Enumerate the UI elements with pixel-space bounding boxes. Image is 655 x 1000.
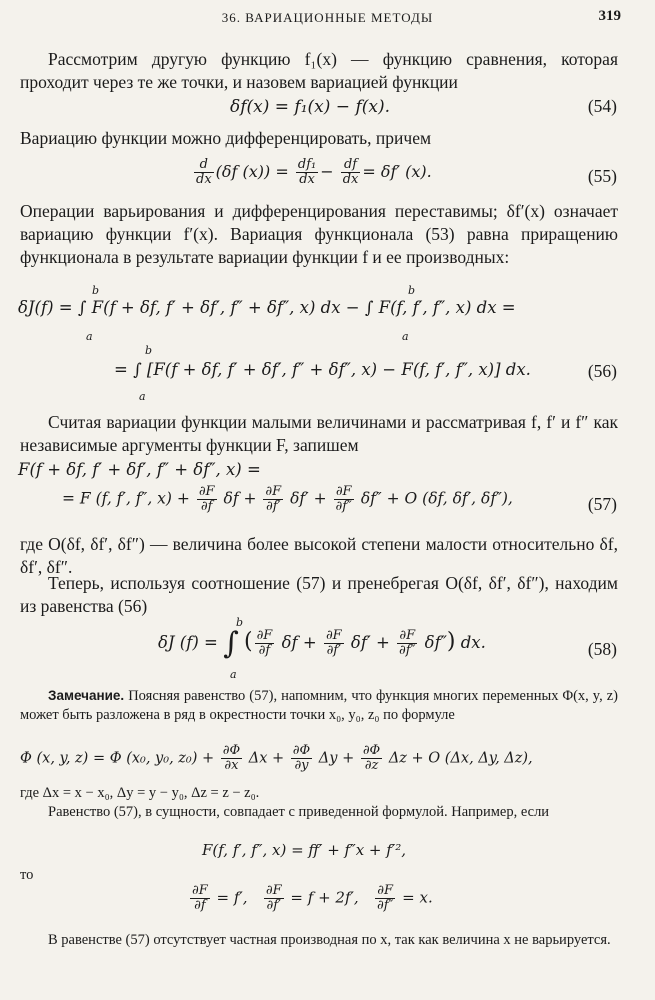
equation-number-57: (57)	[587, 494, 617, 514]
fraction-dPhi-dz: $\frac{\partial\Phi}{\partial z}$	[362, 743, 381, 773]
paragraph-higher-order: где O(δf, δf′, δf″) — величина более высокой степени малости относительно δf, δf′, δf″.	[20, 534, 618, 577]
example-derivatives: $\frac{\partial F}{\partial f}$ = f′, $\frac{\partial F}{\partial f'}$ = f + 2f′, $\frac{\partial F}{\partial f''}$ = x.	[192, 883, 433, 913]
fraction-dF-df-double-prime: $\frac{\partial F}{\partial f''}$	[335, 484, 352, 514]
equation-56-line-2: = ∫ [F(f + δf, f′ + δf′, f″ + δf″, x) − F(f, f′, f″, x)] dx.	[114, 360, 531, 379]
remark-text: Поясняя равенство (57), напомним, что функция многих переменных Φ(x, y, z) может быть разложена в ряд в окрестности точки x₀, y₀, z₀ по формуле	[20, 688, 618, 723]
fraction-dF-df-double-prime: $\frac{\partial F}{\partial f''}$	[376, 883, 394, 913]
fraction-dPhi-dx: $\frac{\partial\Phi}{\partial x}$	[222, 743, 241, 773]
equation-57-line-1: F(f + δf, f′ + δf′, f″ + δf″, x) =	[18, 460, 261, 479]
upper-limit: b	[408, 284, 416, 297]
remark-not-varied: В равенстве (57) отсутствует частная производная по x, так как величина x не варьируется.	[48, 932, 611, 948]
equation-57-line-2: = F (f, f′, f″, x) + $\frac{\partial F}{\partial f}$ δf + $\frac{\partial F}{\partial f'}$ δf′ + $\frac{\partial F}{\partial f''}$ δf″ + O (δf, δf′, δf″),	[62, 484, 513, 514]
equation-number-56: (56)	[587, 361, 617, 381]
remark-coincides: Равенство (57), в сущности, совпадает с приведенной формулой. Например, если	[48, 804, 550, 820]
equation-56-line-1: δJ(f) = ∫ F(f + δf, f′ + δf′, f″ + δf″, x) dx − ∫ F(f, f′, f″, x) dx =	[18, 298, 516, 317]
lower-limit: a	[230, 668, 237, 681]
lower-limit: a	[402, 330, 409, 343]
remark-paragraph	[20, 686, 618, 725]
fraction-dF-df-prime: $\frac{\partial F}{\partial f'}$	[265, 484, 282, 514]
paragraph-small-variations: Считая вариации функции малыми величинами и рассматривая f, f′ и f″ как независимые аргументы функции F, запишем	[20, 412, 618, 455]
fraction-dF-df-prime: $\frac{\partial F}{\partial f'}$	[265, 883, 282, 913]
fraction-dF-df: $\frac{\partial F}{\partial f}$	[198, 484, 215, 514]
equation-55: $\frac{d}{dx}$ (δf (x)) = $\frac{\text{df₁}}{dx}$ − $\frac{df}{dx}$ = δf′ (x).	[196, 157, 432, 187]
equation-number-54: (54)	[587, 96, 617, 116]
upper-limit: b	[92, 284, 100, 297]
fraction-dF-df-prime: $\frac{\partial F}{\partial f'}$	[325, 628, 342, 658]
example-formula: F(f, f′, f″, x) = ff′ + f″x + f′²,	[202, 841, 407, 859]
remark-label: Замечание.	[48, 688, 125, 703]
upper-limit: b	[236, 616, 244, 629]
page-header	[0, 8, 655, 30]
fraction-df1-dx: $\frac{\text{df₁}}{dx}$	[297, 157, 317, 187]
running-title: 36. ВАРИАЦИОННЫЕ МЕТОДЫ	[221, 10, 434, 25]
equation-number-58: (58)	[587, 639, 617, 659]
paragraph-commuting-operations: Операции варьирования и дифференцирования переставимы; δf′(x) означает вариацию функции f′(x). Вариация функционала (53) равна приращению функционала в результате вариации функции f и ее производных:	[20, 201, 618, 267]
paragraph-using-relation: Теперь, используя соотношение (57) и пренебрегая O(δf, δf′, δf″), находим из равенства (56)	[20, 573, 618, 616]
remark-increments: где Δx = x − x₀, Δy = y − y₀, Δz = z − z₀.	[20, 785, 260, 801]
fraction-dF-df: $\frac{\partial F}{\partial f}$	[256, 628, 273, 658]
paragraph-variation-derivative: Вариацию функции можно дифференцировать, причем	[20, 128, 432, 148]
equation-54: δf(x) = f₁(x) − f(x).	[230, 97, 390, 117]
page-number: 319	[598, 8, 621, 24]
equation-number-55: (55)	[587, 166, 617, 186]
paragraph-function-comparison: Рассмотрим другую функцию f₁(x) — функцию сравнения, которая проходит через те же точки, и назовем вариацией функции	[20, 49, 618, 92]
fraction-df-dx: $\frac{df}{dx}$	[342, 157, 359, 187]
fraction-dF-df: $\frac{\partial F}{\partial f}$	[192, 883, 208, 913]
fraction-dPhi-dy: $\frac{\partial\Phi}{\partial y}$	[292, 743, 311, 773]
taylor-formula: Φ (x, y, z) = Φ (x₀, y₀, z₀) + $\frac{\partial\Phi}{\partial x}$ Δx + $\frac{\partial\Phi}{\partial y}$ Δy + $\frac{\partial\Phi}{\partial z}$ Δz + O (Δx, Δy, Δz),	[20, 743, 533, 773]
fraction-d-dx: $\frac{d}{dx}$	[196, 157, 212, 187]
remark-word-to: то	[20, 867, 34, 883]
lower-limit: a	[139, 390, 146, 403]
lower-limit: a	[86, 330, 93, 343]
equation-58: δJ (f) = ∫ ( $\frac{\partial F}{\partial f}$ δf + $\frac{\partial F}{\partial f'}$ δf′ + $\frac{\partial F}{\partial f''}$ δf″) dx.	[158, 626, 486, 661]
fraction-dF-df-double-prime: $\frac{\partial F}{\partial f''}$	[399, 628, 416, 658]
upper-limit: b	[145, 344, 153, 357]
